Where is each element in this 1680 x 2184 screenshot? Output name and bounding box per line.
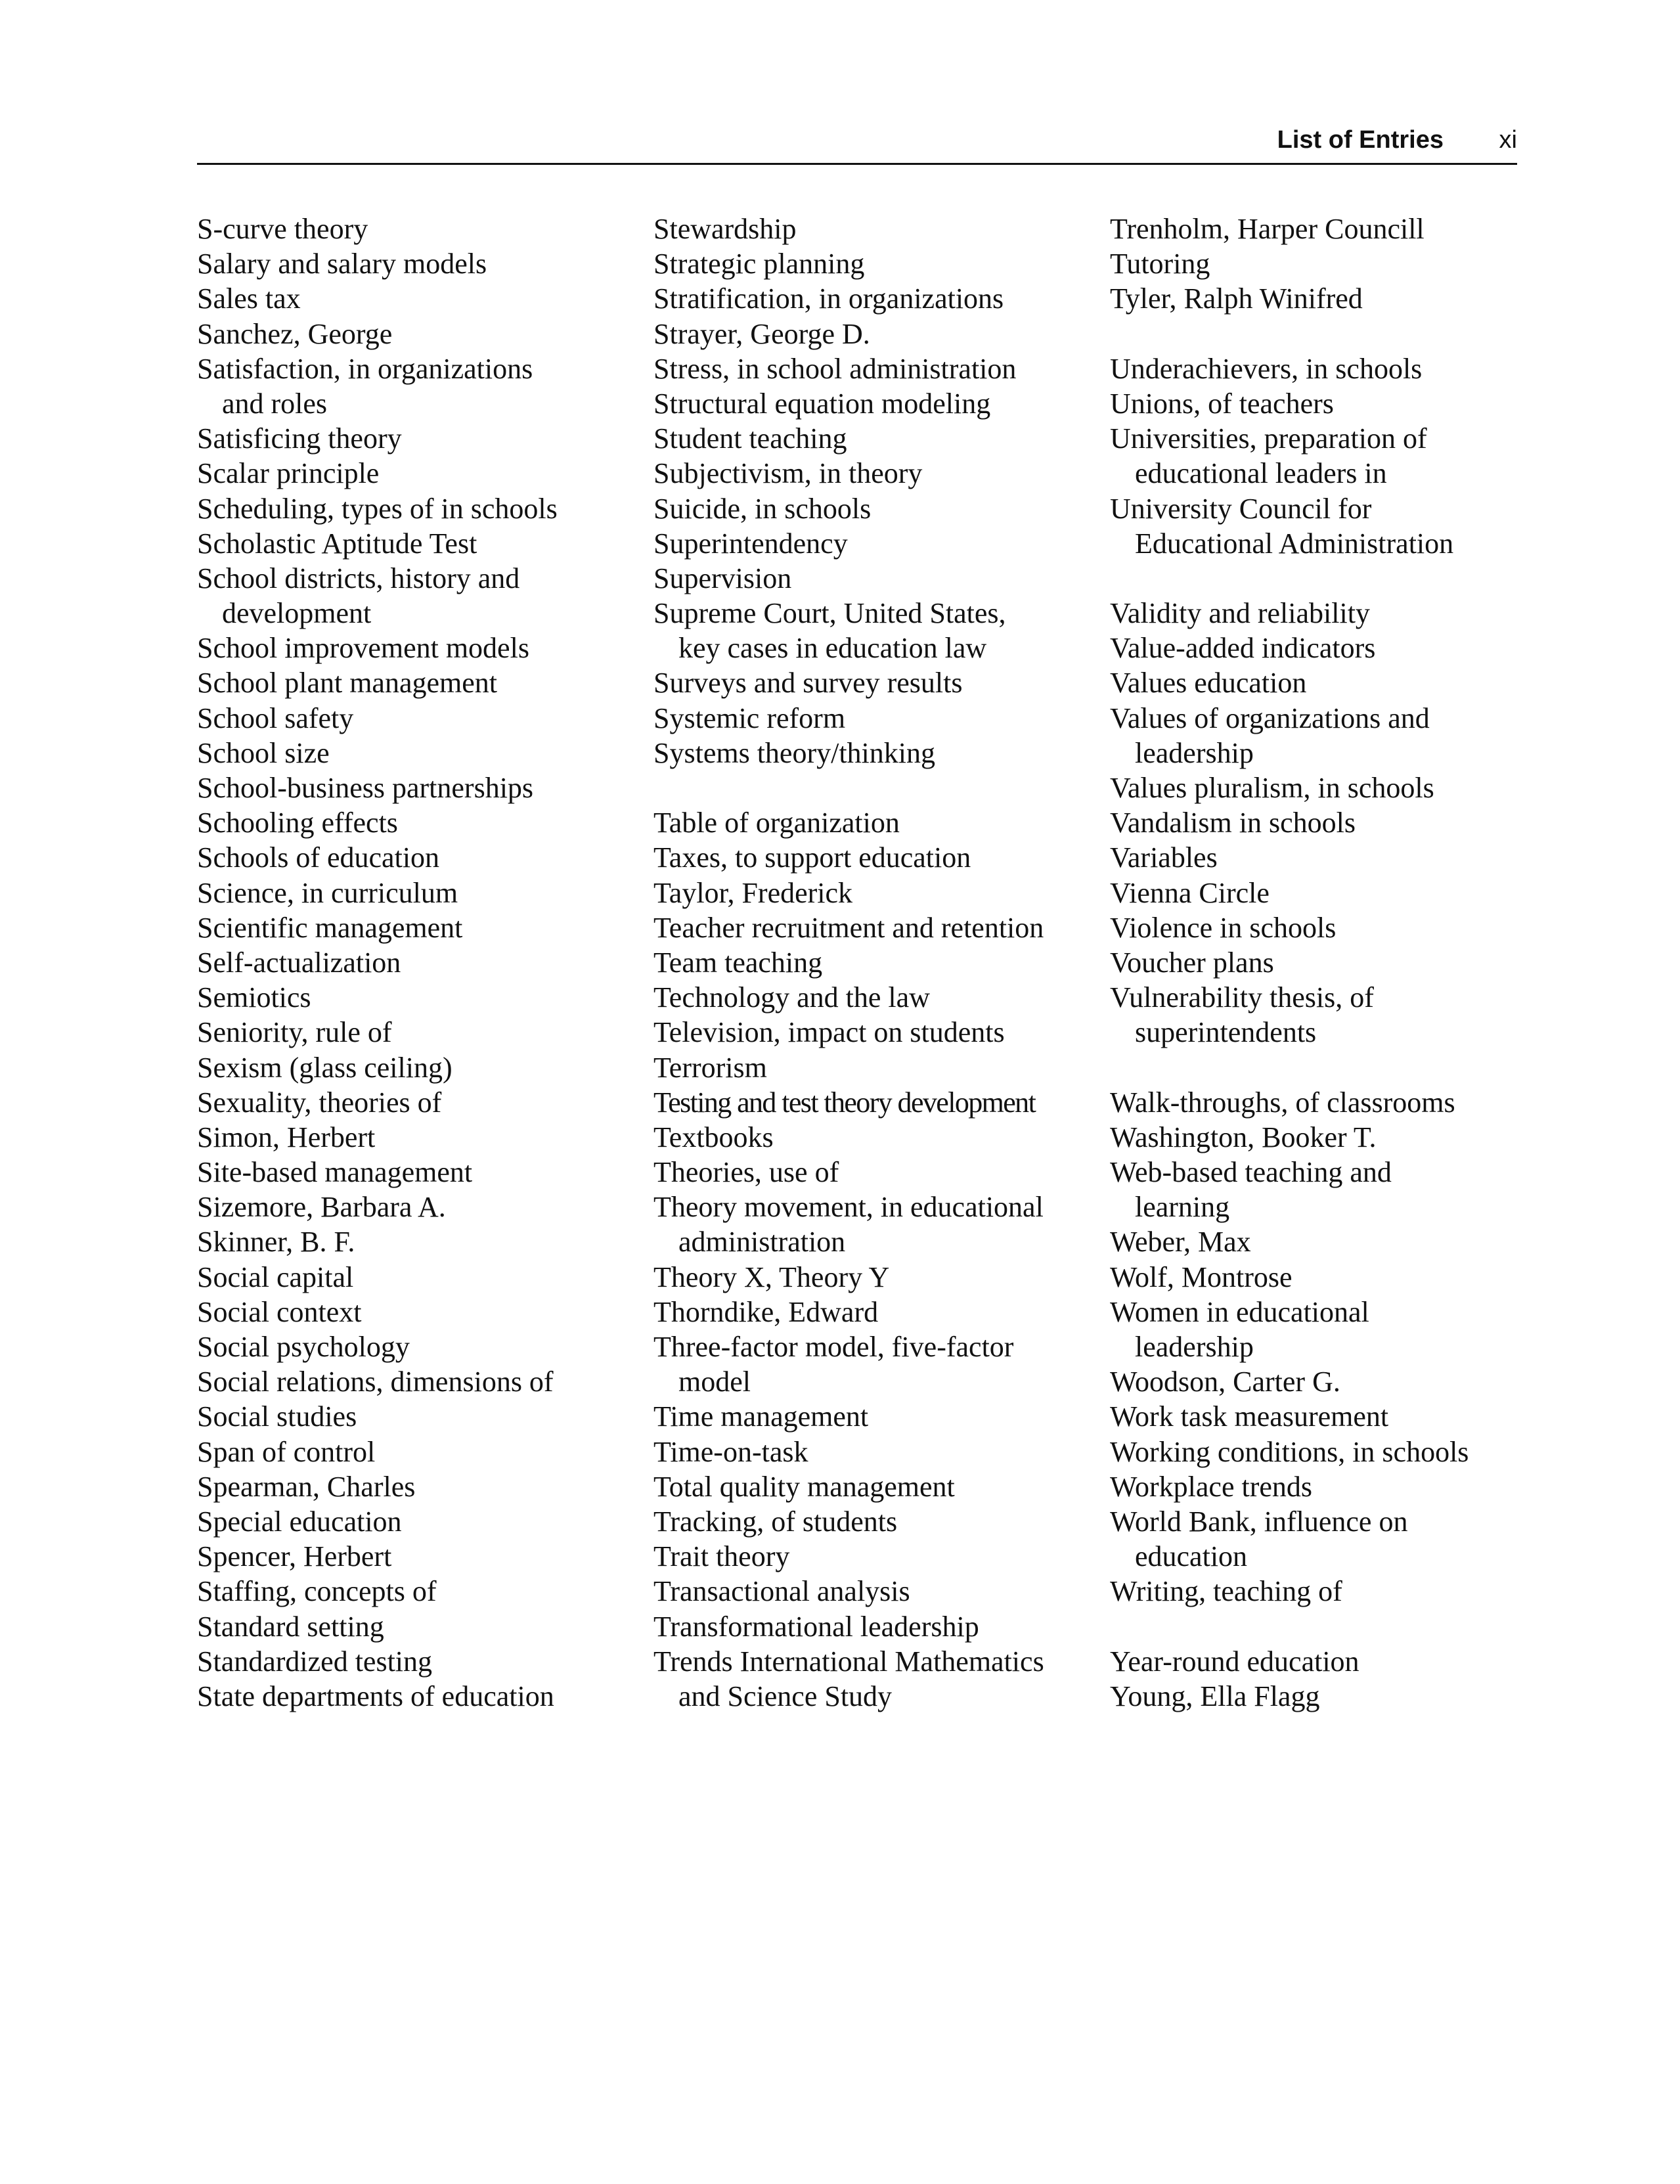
entry-line: S-curve theory <box>197 213 368 245</box>
entry-line: Surveys and survey results <box>653 667 963 700</box>
section-gap <box>1110 1050 1563 1085</box>
entry-line: Standard setting <box>197 1610 384 1643</box>
entry-line: Sales tax <box>197 282 301 315</box>
entry-line: Year-round education <box>1110 1645 1359 1678</box>
entry-line: Schools of education <box>197 841 440 874</box>
entry-line: Transactional analysis <box>653 1575 910 1608</box>
entry-line: Technology and the law <box>653 981 930 1014</box>
entry-line: Universities, preparation of <box>1110 422 1427 455</box>
entry-line: Underachievers, in schools <box>1110 352 1423 385</box>
entry-line: Social relations, dimensions of <box>197 1366 554 1398</box>
entry-line: Time-on-task <box>653 1435 808 1468</box>
entry-line: Social context <box>197 1295 362 1328</box>
entry-line: Trait theory <box>653 1540 790 1573</box>
entry-line: Satisficing theory <box>197 422 402 455</box>
entry-line: Vandalism in schools <box>1110 807 1356 839</box>
entry-line: Values of organizations and <box>1110 702 1430 734</box>
entries-column-3 <box>1110 212 1563 1714</box>
entry-line: Special education <box>197 1505 402 1538</box>
section-gap <box>1110 1609 1563 1644</box>
entry-line: School districts, history and <box>197 562 520 594</box>
entry-line: Value-added indicators <box>1110 632 1376 665</box>
entry-line: Voucher plans <box>1110 946 1274 979</box>
entry-line: School plant management <box>197 667 497 700</box>
entry-line: Stress, in school administration <box>653 352 1017 385</box>
entry-line: Sexuality, theories of <box>197 1086 442 1119</box>
entry-line: Schooling effects <box>197 807 398 839</box>
entry-line: Skinner, B. F. <box>197 1226 355 1259</box>
entry-line: Scholastic Aptitude Test <box>197 527 477 560</box>
entry-line: Testing and test theory development <box>653 1086 1036 1119</box>
entry-line: Writing, teaching of <box>1110 1575 1342 1608</box>
entry-line: School safety <box>197 702 354 734</box>
entry-line: Workplace trends <box>1110 1470 1312 1503</box>
entry-line: Web-based teaching and <box>1110 1156 1392 1189</box>
entry-line: Spencer, Herbert <box>197 1540 392 1573</box>
entry-line: Standardized testing <box>197 1645 433 1678</box>
entry-line: School size <box>197 736 330 769</box>
entry-line: State departments of education <box>197 1680 554 1712</box>
entry-line: Theories, use of <box>653 1156 839 1189</box>
entry-line: Team teaching <box>653 946 823 979</box>
entry-line: Time management <box>653 1400 869 1433</box>
entry-line: Vienna Circle <box>1110 876 1270 909</box>
running-header <box>197 123 1517 165</box>
entry-line: Scheduling, types of in schools <box>197 492 558 525</box>
entry-line: Site-based management <box>197 1156 473 1189</box>
entry-continuation: and Science Study <box>678 1680 893 1712</box>
entry-line: Young, Ella Flagg <box>1110 1680 1320 1712</box>
entry-line: Scalar principle <box>197 457 380 490</box>
entry-line: Student teaching <box>653 422 847 455</box>
entry-line: Walk-throughs, of classrooms <box>1110 1086 1455 1119</box>
entry-line: Sanchez, George <box>197 317 393 350</box>
entry-line: Satisfaction, in organizations <box>197 352 533 385</box>
entry-continuation: educational leaders in <box>1135 457 1387 490</box>
entry-line: Subjectivism, in theory <box>653 457 923 490</box>
entry-continuation: administration <box>678 1226 846 1259</box>
entry-line: Social capital <box>197 1260 354 1293</box>
entry-line: Social psychology <box>197 1331 410 1363</box>
entry-line: Women in educational <box>1110 1295 1369 1328</box>
entry-line: Validity and reliability <box>1110 597 1370 630</box>
entry-line: Spearman, Charles <box>197 1470 416 1503</box>
entry-line: Trenholm, Harper Councill <box>1110 213 1425 245</box>
entry-line: Scientific management <box>197 911 463 944</box>
entry-line: Supervision <box>653 562 792 594</box>
entry-line: Taylor, Frederick <box>653 876 853 909</box>
entry-line: Table of organization <box>653 807 900 839</box>
entry-line: Transformational leadership <box>653 1610 979 1643</box>
entry-line: Stratification, in organizations <box>653 282 1004 315</box>
entry-line: Stewardship <box>653 213 797 245</box>
entry-line: Science, in curriculum <box>197 876 458 909</box>
entry-line: Strayer, George D. <box>653 317 870 350</box>
section-gap <box>1110 317 1563 351</box>
entry-line: Tyler, Ralph Winifred <box>1110 282 1363 315</box>
entry-continuation: key cases in education law <box>678 632 987 665</box>
entry-line: Woodson, Carter G. <box>1110 1366 1340 1398</box>
entry-line: Terrorism <box>653 1051 767 1084</box>
entry-line: World Bank, influence on <box>1110 1505 1408 1538</box>
entry-line: Thorndike, Edward <box>653 1295 879 1328</box>
entry-line: Washington, Booker T. <box>1110 1121 1377 1153</box>
entry-line: Seniority, rule of <box>197 1016 392 1049</box>
entry-line: Weber, Max <box>1110 1226 1251 1259</box>
entry-continuation: leadership <box>1135 736 1254 769</box>
entry-continuation: and roles <box>222 387 328 420</box>
entry-continuation: education <box>1135 1540 1248 1573</box>
entry-continuation: learning <box>1135 1191 1230 1224</box>
entry-line: Tracking, of students <box>653 1505 898 1538</box>
entry-line: Variables <box>1110 841 1218 874</box>
entry-line: Span of control <box>197 1435 376 1468</box>
entry-line: Working conditions, in schools <box>1110 1435 1469 1468</box>
entry-line: Supreme Court, United States, <box>653 597 1006 630</box>
entry-continuation: Educational Administration <box>1135 527 1454 560</box>
entry-line: Teacher recruitment and retention <box>653 911 1044 944</box>
entry-continuation: superintendents <box>1135 1016 1317 1049</box>
entry-line: University Council for <box>1110 492 1372 525</box>
entry-line: School-business partnerships <box>197 772 534 804</box>
entry-line: Staffing, concepts of <box>197 1575 437 1608</box>
section-gap <box>1110 561 1563 596</box>
entry-line: Values pluralism, in schools <box>1110 772 1434 804</box>
entry-line: Vulnerability thesis, of <box>1110 981 1374 1014</box>
entry-line: Wolf, Montrose <box>1110 1260 1293 1293</box>
entry-line: Theory X, Theory Y <box>653 1260 890 1293</box>
entry-continuation: model <box>678 1366 751 1398</box>
entry-line: Systemic reform <box>653 702 846 734</box>
entry-line: Violence in schools <box>1110 911 1337 944</box>
entry-line: Sexism (glass ceiling) <box>197 1051 453 1084</box>
entry-continuation: leadership <box>1135 1331 1254 1363</box>
section-gap <box>653 770 1107 805</box>
entry-line: Work task measurement <box>1110 1400 1389 1433</box>
entry-line: Sizemore, Barbara A. <box>197 1191 446 1224</box>
entry-line: Suicide, in schools <box>653 492 872 525</box>
entry-line: Theory movement, in educational <box>653 1191 1044 1224</box>
entries-column-1 <box>197 212 650 1714</box>
entry-line: Strategic planning <box>653 248 865 280</box>
entry-line: School improvement models <box>197 632 529 665</box>
entry-line: Self-actualization <box>197 946 401 979</box>
running-header-title: List of Entries <box>1277 126 1444 154</box>
entry-line: Superintendency <box>653 527 848 560</box>
entry-line: Salary and salary models <box>197 248 487 280</box>
entries-column-2 <box>653 212 1107 1714</box>
entry-line: Simon, Herbert <box>197 1121 376 1153</box>
entry-line: Unions, of teachers <box>1110 387 1334 420</box>
page-number: xi <box>1499 126 1517 154</box>
entry-line: Textbooks <box>653 1121 774 1153</box>
entry-line: Systems theory/thinking <box>653 736 935 769</box>
entry-line: Structural equation modeling <box>653 387 991 420</box>
entry-line: Three-factor model, five-factor <box>653 1331 1014 1363</box>
entry-line: Television, impact on students <box>653 1016 1005 1049</box>
entry-line: Social studies <box>197 1400 357 1433</box>
entry-continuation: development <box>222 597 372 630</box>
entry-line: Total quality management <box>653 1470 955 1503</box>
entry-line: Tutoring <box>1110 248 1210 280</box>
entry-line: Semiotics <box>197 981 311 1014</box>
entry-line: Taxes, to support education <box>653 841 971 874</box>
entry-line: Trends International Mathematics <box>653 1645 1044 1678</box>
entry-line: Values education <box>1110 667 1307 700</box>
